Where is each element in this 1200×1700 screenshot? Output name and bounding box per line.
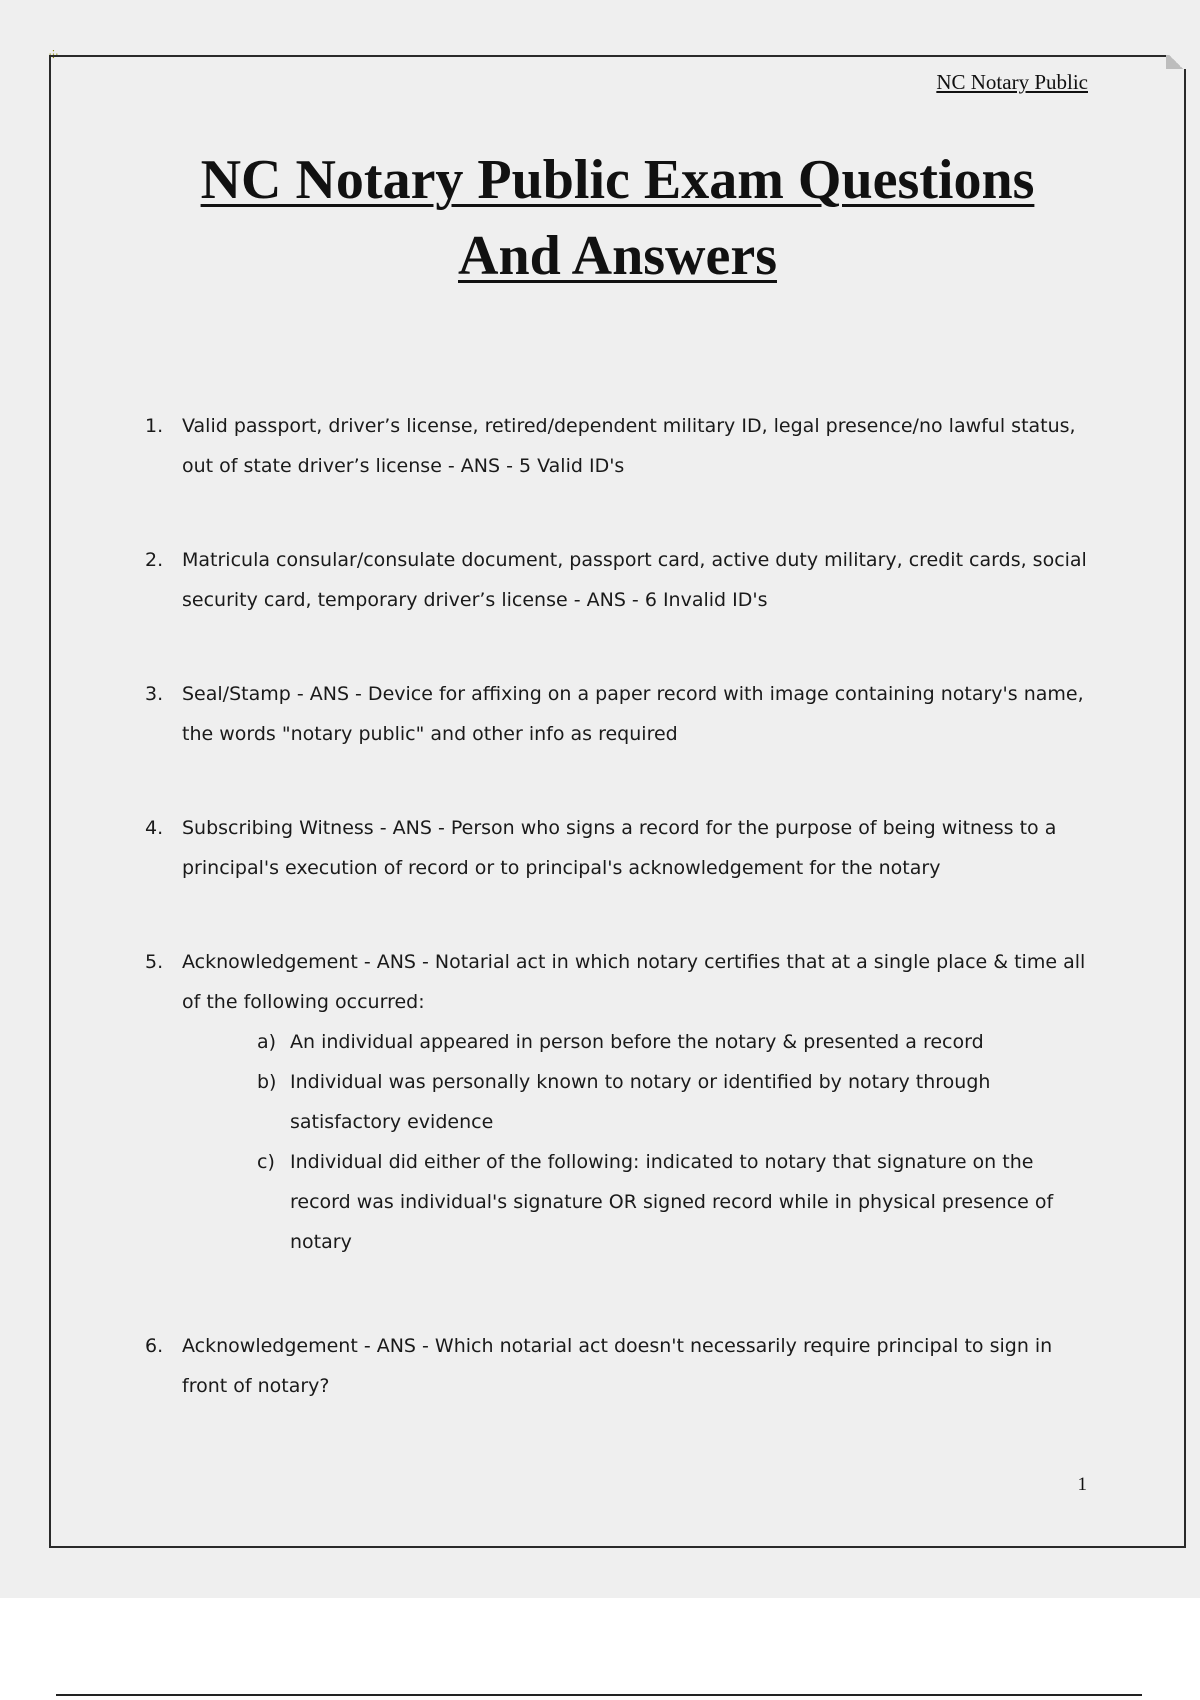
question-text: Seal/Stamp - ANS - Device for affixing on a paper record with image containing notary's name, the words "notary public" and other info as required [182, 683, 1084, 745]
sub-item-label: a) [257, 1031, 277, 1053]
question-text: Matricula consular/consulate document, passport card, active duty military, credit cards, social security card, temporary driver’s license - ANS - 6 Invalid ID's [182, 549, 1087, 611]
sub-item-text: An individual appeared in person before the notary & presented a record [290, 1031, 984, 1053]
question-item [140, 540, 1100, 620]
question-number: 5. [145, 951, 164, 973]
question-text: Acknowledgement - ANS - Which notarial act doesn't necessarily require principal to sign in front of notary? [182, 1335, 1053, 1397]
running-header: NC Notary Public [936, 70, 1088, 94]
question-list [140, 406, 1100, 1406]
question-item [140, 1326, 1100, 1406]
page-title [60, 142, 1175, 294]
sub-item-text: Individual did either of the following: indicated to notary that signature on the record was individual's signature OR signed record while in physical presence of notary [290, 1151, 1054, 1253]
question-number: 1. [145, 415, 164, 437]
question-text: Subscribing Witness - ANS - Person who signs a record for the purpose of being witness to a principal's execution of record or to principal's acknowledgement for the notary [182, 817, 1057, 879]
sub-item-label: b) [257, 1071, 277, 1093]
sub-list-item [252, 1142, 1100, 1262]
question-number: 4. [145, 817, 164, 839]
sub-item-text: Individual was personally known to notary or identified by notary through satisfactory evidence [290, 1071, 991, 1133]
page-number: 1 [1077, 1474, 1087, 1495]
question-number: 3. [145, 683, 164, 705]
title-line-2: And Answers [458, 225, 777, 287]
title-line-1: NC Notary Public Exam Questions [200, 149, 1035, 211]
question-number: 6. [145, 1335, 164, 1357]
question-item [140, 808, 1100, 888]
sub-item-label: c) [257, 1151, 275, 1173]
sub-list-item [252, 1022, 1100, 1062]
question-text: Valid passport, driver’s license, retired/dependent military ID, legal presence/no lawful status, out of state driver’s license - ANS - 5 Valid ID's [182, 415, 1076, 477]
sub-list [252, 1022, 1100, 1262]
footer-divider [56, 1694, 1142, 1696]
question-number: 2. [145, 549, 164, 571]
question-item [140, 674, 1100, 754]
anchor-icon: ⸭ [49, 48, 59, 61]
sub-list-item [252, 1062, 1100, 1142]
question-text: Acknowledgement - ANS - Notarial act in which notary certifies that at a single place & time all of the following occurred: [182, 951, 1086, 1013]
page-corner-fold-icon [1166, 55, 1186, 69]
question-item [140, 406, 1100, 486]
question-item [140, 942, 1100, 1262]
